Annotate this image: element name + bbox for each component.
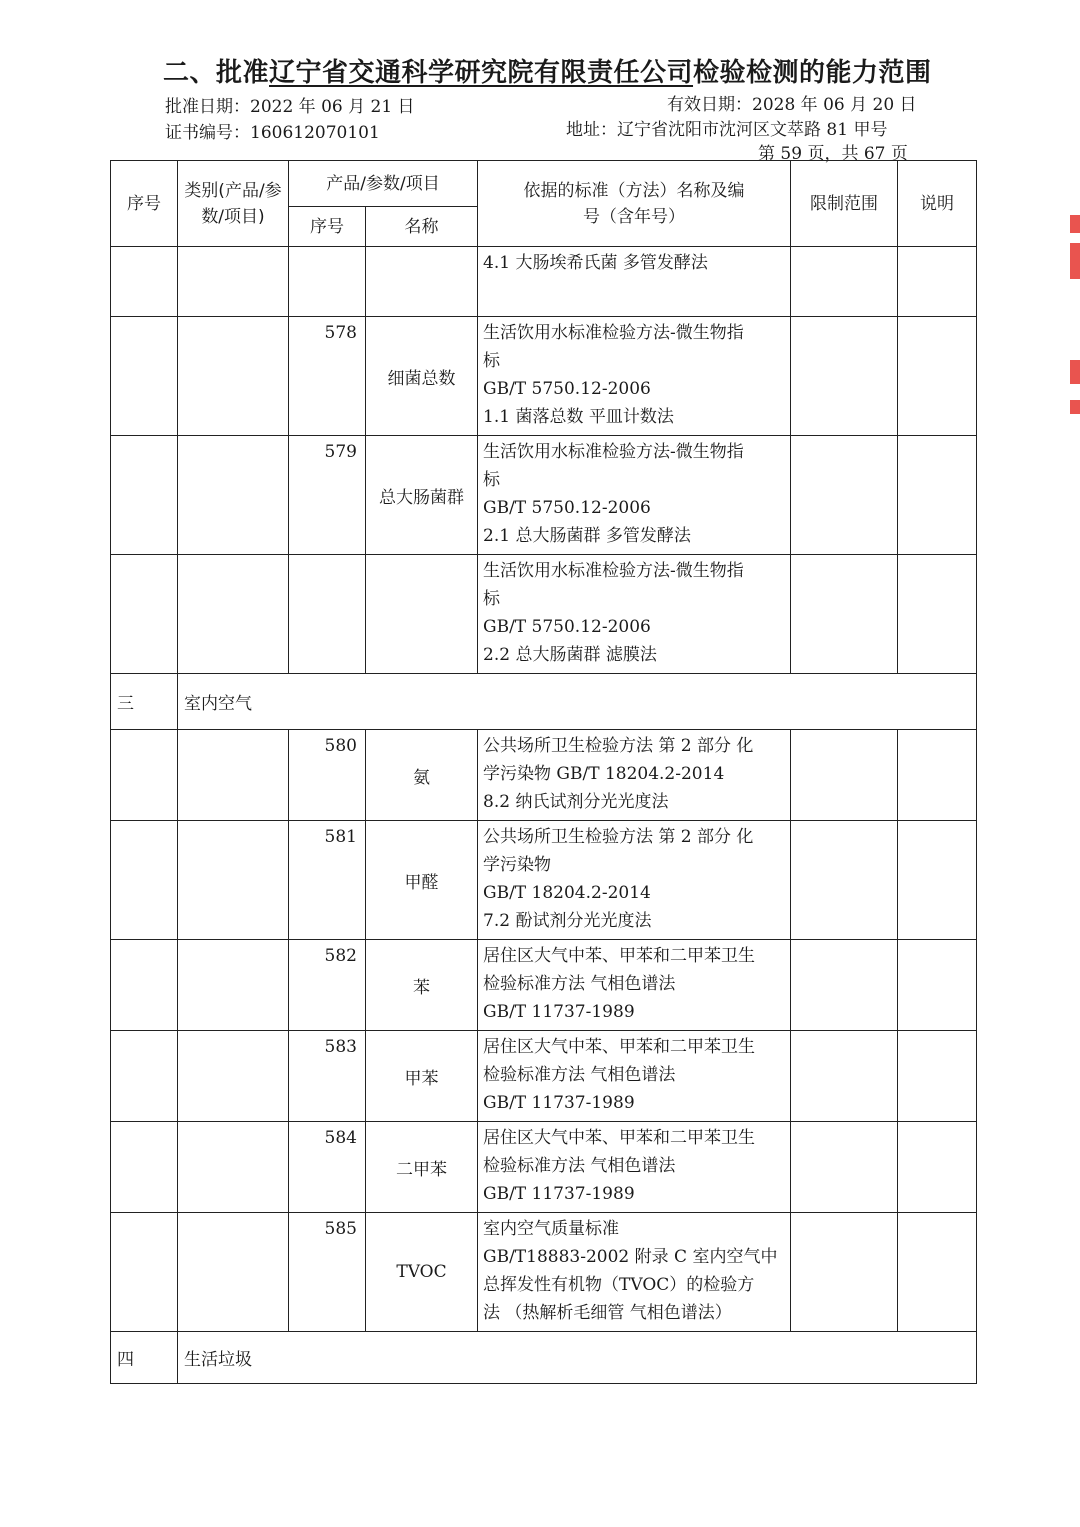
row-name: 氨 <box>366 730 478 821</box>
section-name: 室内空气 <box>178 674 977 730</box>
table-row <box>111 1031 977 1122</box>
row-standard: 生活饮用水标准检验方法-微生物指 标 GB/T 5750.12-2006 2.2 总大肠菌群 滤膜法 <box>478 555 791 674</box>
section-number: 三 <box>111 674 178 730</box>
row-standard: 室内空气质量标准 GB/T18883-2002 附录 C 室内空气中 总挥发性有机物（TVOC）的检验方 法 （热解析毛细管 气相色谱法） <box>478 1213 791 1332</box>
header-note: 说明 <box>898 161 977 247</box>
table-row <box>111 247 977 317</box>
row-seq: 578 <box>289 317 366 436</box>
table-row <box>111 555 977 674</box>
page-info: 第 59 页，共 67 页 <box>758 144 908 164</box>
row-seq: 579 <box>289 436 366 555</box>
row-standard: 公共场所卫生检验方法 第 2 部分 化 学污染物 GB/T 18204.2-2014 8.2 纳氏试剂分光光度法 <box>478 730 791 821</box>
section-number: 四 <box>111 1332 178 1384</box>
row-standard: 公共场所卫生检验方法 第 2 部分 化 学污染物 GB/T 18204.2-2014 7.2 酚试剂分光光度法 <box>478 821 791 940</box>
capability-table <box>110 160 977 1384</box>
row-name: 总大肠菌群 <box>366 436 478 555</box>
row-standard: 居住区大气中苯、甲苯和二甲苯卫生 检验标准方法 气相色谱法 GB/T 11737-1989 <box>478 1031 791 1122</box>
table-row <box>111 730 977 821</box>
header-product-group: 产品/参数/项目 <box>289 161 478 207</box>
seal-edge-mark <box>1070 243 1080 279</box>
header-standard: 依据的标准（方法）名称及编号（含年号） <box>478 161 791 247</box>
page-title <box>163 52 932 89</box>
header-sub-name: 名称 <box>366 207 478 247</box>
table-row <box>111 821 977 940</box>
title-prefix: 二、批准 <box>163 58 270 88</box>
row-seq <box>289 247 366 317</box>
table-row <box>111 317 977 436</box>
header-limit: 限制范围 <box>791 161 898 247</box>
row-standard: 居住区大气中苯、甲苯和二甲苯卫生 检验标准方法 气相色谱法 GB/T 11737-1989 <box>478 1122 791 1213</box>
row-name: 甲醛 <box>366 821 478 940</box>
section-row <box>111 674 977 730</box>
table-row <box>111 1122 977 1213</box>
row-name: 细菌总数 <box>366 317 478 436</box>
row-standard: 生活饮用水标准检验方法-微生物指 标 GB/T 5750.12-2006 1.1 菌落总数 平皿计数法 <box>478 317 791 436</box>
certificate-number: 证书编号：160612070101 <box>165 123 380 143</box>
row-seq <box>289 555 366 674</box>
row-seq: 584 <box>289 1122 366 1213</box>
row-name: 二甲苯 <box>366 1122 478 1213</box>
row-seq: 585 <box>289 1213 366 1332</box>
row-seq: 583 <box>289 1031 366 1122</box>
row-seq: 581 <box>289 821 366 940</box>
row-standard: 4.1 大肠埃希氏菌 多管发酵法 <box>478 247 791 317</box>
title-suffix: 检验检测的能力范围 <box>693 58 932 88</box>
header-seq: 序号 <box>111 161 178 247</box>
seal-edge-mark <box>1070 215 1080 233</box>
section-name: 生活垃圾 <box>178 1332 977 1384</box>
row-name <box>366 247 478 317</box>
row-seq: 582 <box>289 940 366 1031</box>
row-name: 苯 <box>366 940 478 1031</box>
title-organization: 辽宁省交通科学研究院有限责任公司 <box>269 58 694 88</box>
section-row <box>111 1332 977 1384</box>
header-category: 类别(产品/参数/项目) <box>178 161 289 247</box>
row-name <box>366 555 478 674</box>
address: 地址：辽宁省沈阳市沈河区文萃路 81 甲号 <box>566 120 888 140</box>
row-standard: 生活饮用水标准检验方法-微生物指 标 GB/T 5750.12-2006 2.1 总大肠菌群 多管发酵法 <box>478 436 791 555</box>
table-row <box>111 940 977 1031</box>
approval-date: 批准日期：2022 年 06 月 21 日 <box>165 97 415 117</box>
seal-edge-mark <box>1070 400 1080 414</box>
valid-date: 有效日期：2028 年 06 月 20 日 <box>667 95 917 115</box>
row-name: 甲苯 <box>366 1031 478 1122</box>
row-name: TVOC <box>366 1213 478 1332</box>
table-row <box>111 1213 977 1332</box>
table-row <box>111 436 977 555</box>
header-sub-seq: 序号 <box>289 207 366 247</box>
row-seq: 580 <box>289 730 366 821</box>
seal-edge-mark <box>1070 360 1080 384</box>
row-standard: 居住区大气中苯、甲苯和二甲苯卫生 检验标准方法 气相色谱法 GB/T 11737-1989 <box>478 940 791 1031</box>
